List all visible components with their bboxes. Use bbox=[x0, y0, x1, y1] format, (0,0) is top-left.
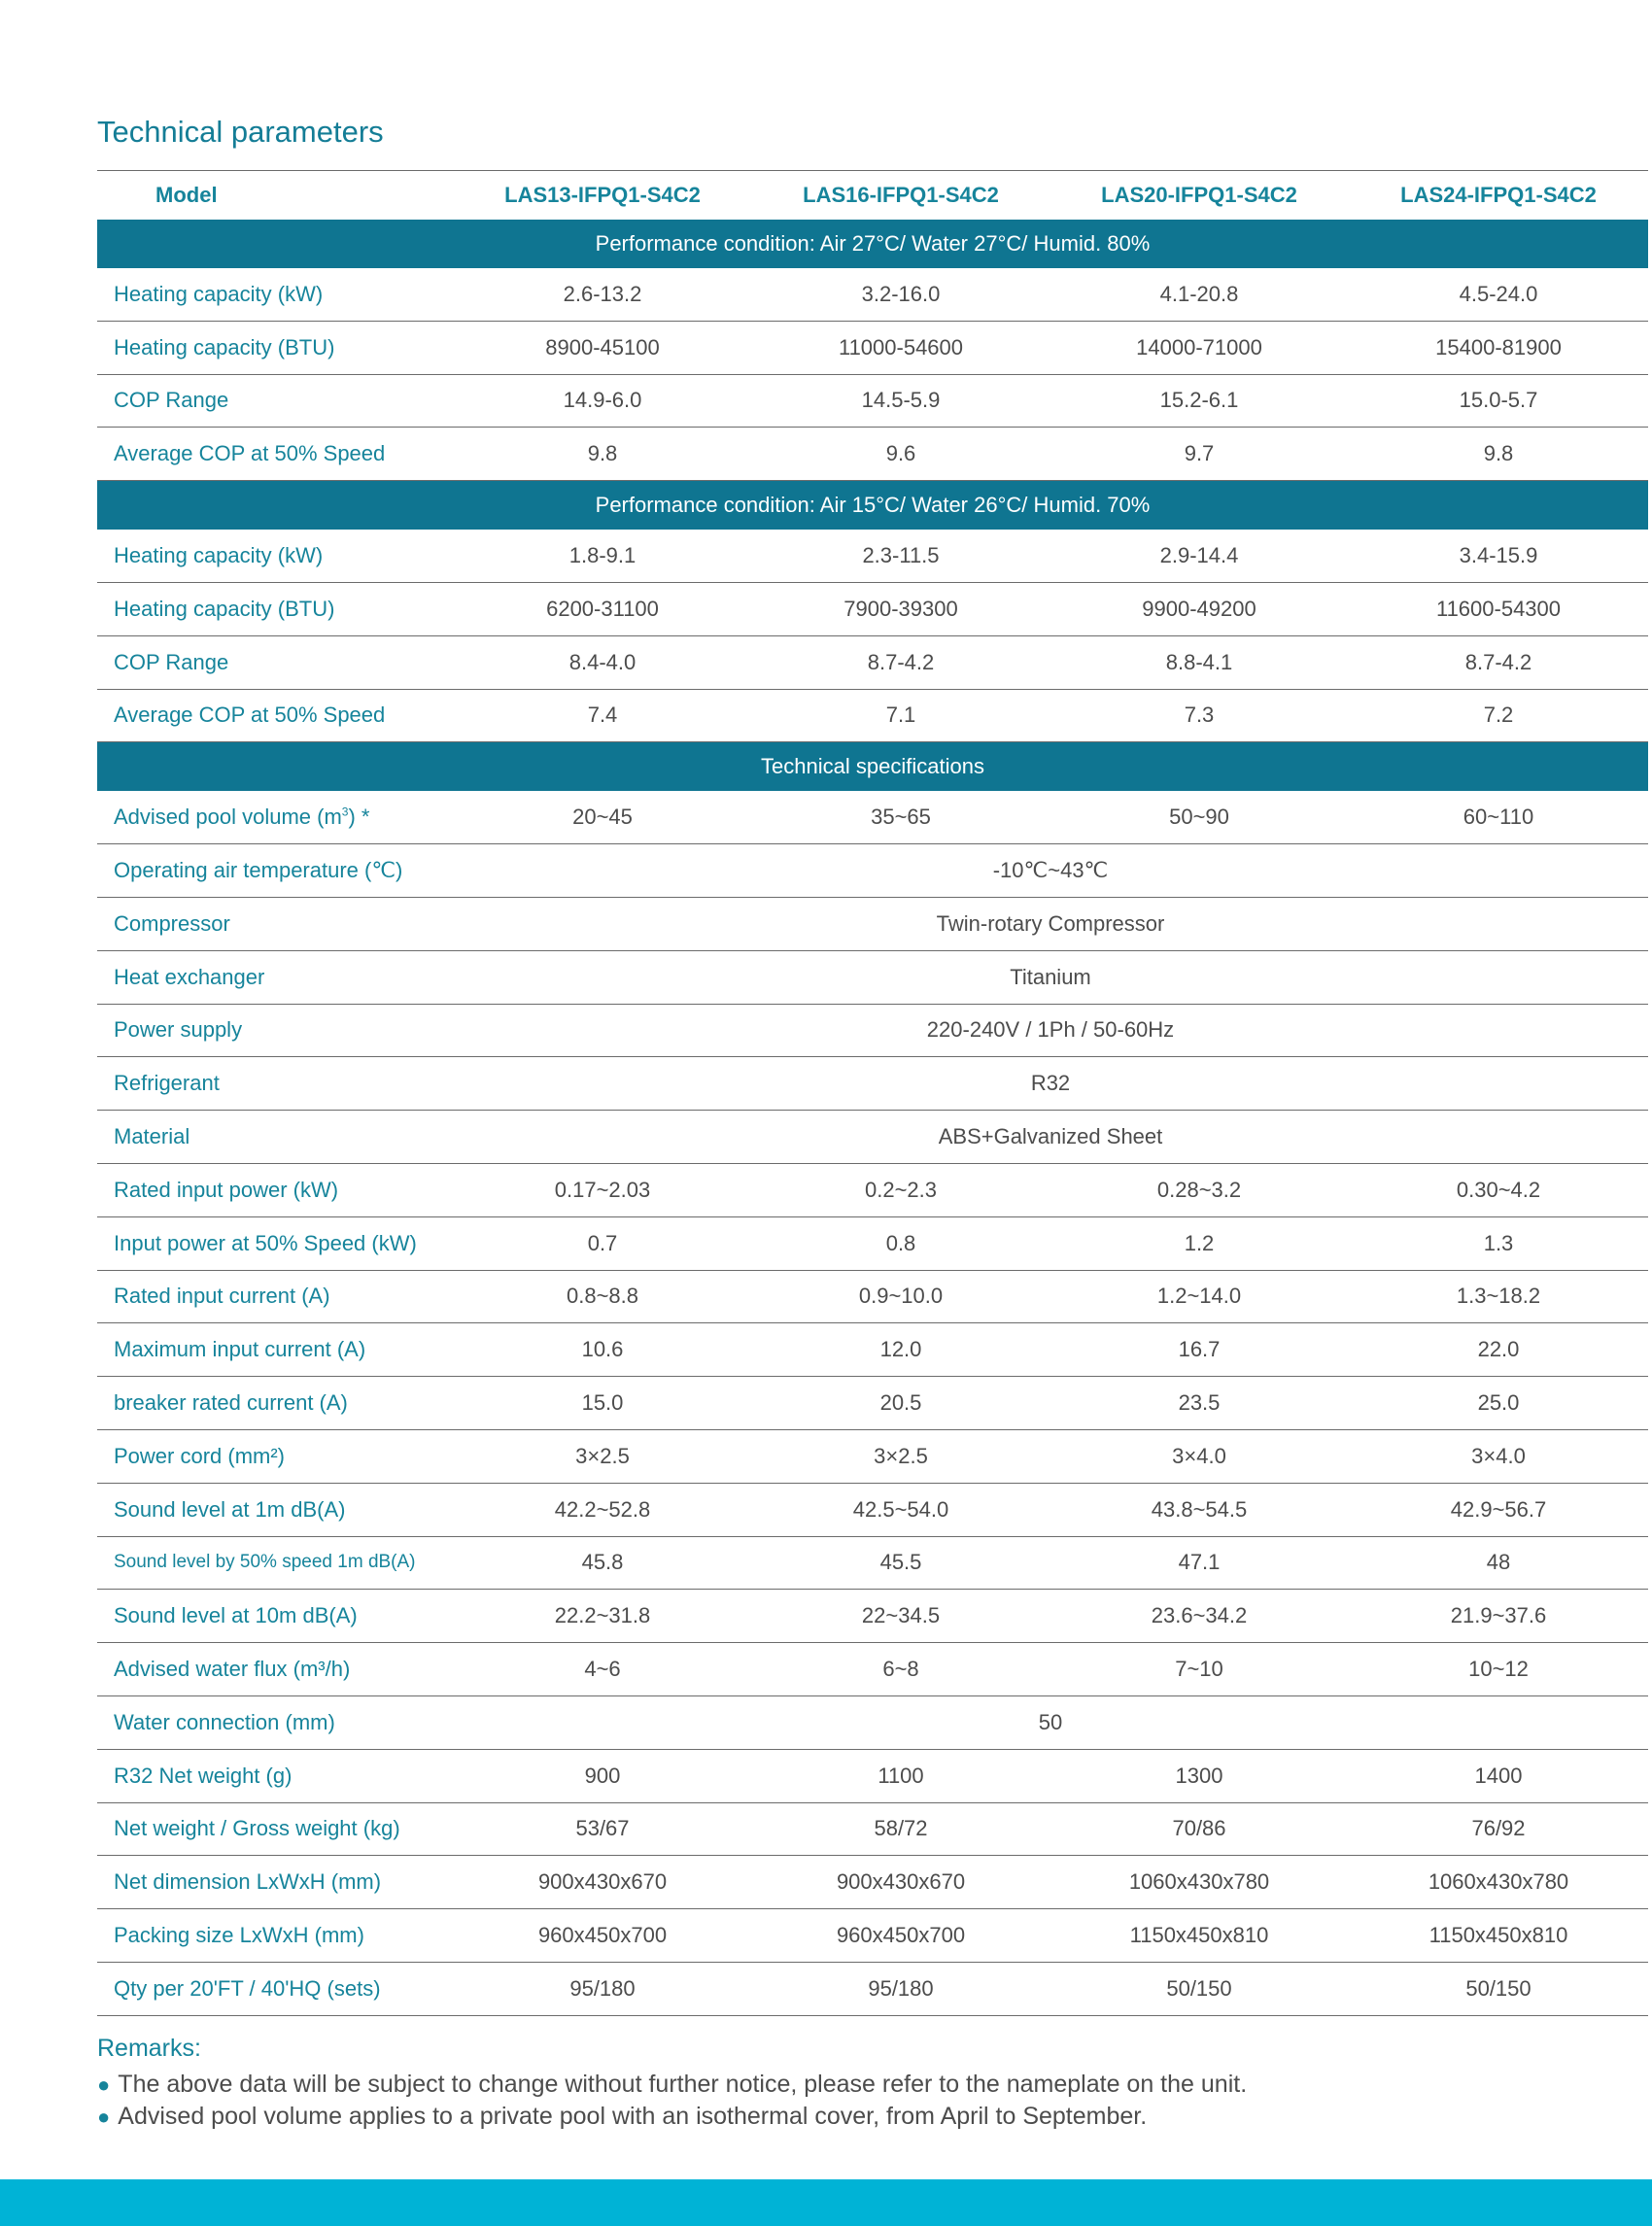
row-value-shared: ABS+Galvanized Sheet bbox=[938, 1124, 1163, 1149]
row-value-shared: 50 bbox=[1038, 1709, 1063, 1734]
row-label bbox=[97, 950, 453, 1004]
table-row bbox=[97, 1057, 1648, 1111]
row-label bbox=[97, 1643, 453, 1696]
row-value: 0.8~8.8 bbox=[566, 1284, 638, 1309]
row-value: 10~12 bbox=[1468, 1657, 1529, 1682]
model-header: Model bbox=[155, 182, 218, 207]
row-value: 42.9~56.7 bbox=[1450, 1496, 1547, 1522]
row-label bbox=[97, 1323, 453, 1377]
row-value: 14.5-5.9 bbox=[861, 388, 941, 413]
table-row bbox=[97, 791, 1648, 844]
row-value: 0.2~2.3 bbox=[864, 1177, 937, 1202]
row-value: 4.5-24.0 bbox=[1459, 281, 1538, 306]
row-value: 50/150 bbox=[1166, 1975, 1232, 2001]
row-label bbox=[97, 689, 453, 742]
row-value: 1150x450x810 bbox=[1129, 1923, 1269, 1947]
row-value: 76/92 bbox=[1471, 1816, 1526, 1841]
row-label-text: Heating capacity (BTU) bbox=[114, 334, 335, 360]
row-label bbox=[97, 1270, 453, 1323]
row-label bbox=[97, 1057, 453, 1111]
row-label-text: Material bbox=[114, 1124, 190, 1149]
row-value: 9.8 bbox=[1483, 441, 1514, 466]
remarks-title: Remarks: bbox=[97, 2035, 201, 2062]
row-label-text: COP Range bbox=[114, 649, 229, 674]
row-label bbox=[97, 844, 453, 898]
row-value: 4~6 bbox=[584, 1657, 621, 1682]
table-row bbox=[97, 1270, 1648, 1323]
row-label-text: Sound level at 10m dB(A) bbox=[114, 1603, 358, 1628]
table-row bbox=[97, 1643, 1648, 1696]
row-value: 0.17~2.03 bbox=[554, 1177, 651, 1202]
row-label-text: R32 Net weight (g) bbox=[114, 1763, 293, 1788]
row-value: 900x430x670 bbox=[537, 1869, 668, 1895]
model-name: LAS24-IFPQ1-S4C2 bbox=[1400, 182, 1597, 207]
row-label-text: Heat exchanger bbox=[114, 964, 265, 989]
row-value: 1150x450x810 bbox=[1428, 1923, 1568, 1947]
row-value: 22~34.5 bbox=[861, 1603, 941, 1628]
row-label-text: Net dimension LxWxH (mm) bbox=[114, 1869, 382, 1895]
row-label bbox=[97, 1909, 453, 1963]
row-value: 8900-45100 bbox=[545, 334, 660, 360]
row-value: 7.3 bbox=[1184, 702, 1215, 728]
row-value: 1.3 bbox=[1483, 1230, 1514, 1255]
row-value: 15.0-5.7 bbox=[1459, 388, 1538, 413]
table-row bbox=[97, 1377, 1648, 1430]
row-label bbox=[97, 1749, 453, 1802]
row-value: 3×4.0 bbox=[1471, 1443, 1526, 1468]
remarks bbox=[97, 2035, 1555, 2133]
row-value: 10.6 bbox=[581, 1337, 624, 1362]
row-value: 14000-71000 bbox=[1136, 334, 1262, 360]
row-value: 6~8 bbox=[882, 1657, 919, 1682]
row-label-text: Water connection (mm) bbox=[114, 1709, 335, 1734]
row-label-text: Average COP at 50% Speed bbox=[114, 702, 386, 728]
row-value: 23.6~34.2 bbox=[1151, 1603, 1248, 1628]
row-value: 42.5~54.0 bbox=[852, 1496, 949, 1522]
footer-bar bbox=[0, 2179, 1652, 2226]
table-row bbox=[97, 1590, 1648, 1643]
row-value-shared: 220-240V / 1Ph / 50-60Hz bbox=[926, 1017, 1175, 1043]
row-value: 2.9-14.4 bbox=[1159, 542, 1239, 567]
table-row bbox=[97, 428, 1648, 481]
row-label-text: Refrigerant bbox=[114, 1071, 220, 1096]
section-header-row bbox=[97, 742, 1648, 791]
row-value-shared: R32 bbox=[1030, 1071, 1071, 1096]
bullet-icon: ● bbox=[97, 2105, 111, 2129]
row-value: 1400 bbox=[1474, 1763, 1523, 1788]
row-value: 47.1 bbox=[1178, 1550, 1221, 1575]
row-value: 70/86 bbox=[1172, 1816, 1226, 1841]
row-value: 25.0 bbox=[1477, 1390, 1520, 1416]
row-value: 35~65 bbox=[871, 805, 931, 830]
row-value: 1100 bbox=[878, 1763, 924, 1788]
row-label-text: Input power at 50% Speed (kW) bbox=[114, 1230, 417, 1255]
row-label-text: Heating capacity (kW) bbox=[114, 281, 324, 306]
row-label-text: Compressor bbox=[114, 910, 230, 936]
row-value: 4.1-20.8 bbox=[1159, 281, 1239, 306]
row-value-shared: Twin-rotary Compressor bbox=[936, 910, 1165, 936]
row-value-shared: Titanium bbox=[1010, 964, 1091, 989]
table-row bbox=[97, 1429, 1648, 1483]
spec-table bbox=[97, 170, 1648, 2016]
row-label bbox=[97, 791, 453, 844]
row-label bbox=[97, 582, 453, 635]
row-value-shared: -10℃~43℃ bbox=[992, 858, 1109, 883]
row-value: 1060x430x780 bbox=[1428, 1869, 1569, 1895]
row-value: 7.2 bbox=[1483, 702, 1514, 728]
row-value: 1300 bbox=[1175, 1763, 1223, 1788]
row-label bbox=[97, 1004, 453, 1057]
table-row bbox=[97, 1483, 1648, 1536]
row-value: 43.8~54.5 bbox=[1151, 1496, 1248, 1522]
row-label-text: Average COP at 50% Speed bbox=[114, 441, 386, 466]
table-row bbox=[97, 1695, 1648, 1749]
row-value: 15.2-6.1 bbox=[1159, 388, 1239, 413]
table-row bbox=[97, 1962, 1648, 2015]
row-label-text: Qty per 20'FT / 40'HQ (sets) bbox=[114, 1975, 381, 2001]
table-row bbox=[97, 950, 1648, 1004]
row-label-text: Rated input current (A) bbox=[114, 1284, 330, 1309]
row-value: 3.2-16.0 bbox=[861, 281, 941, 306]
row-value: 9.6 bbox=[885, 441, 916, 466]
row-label-text: Advised pool volume (m bbox=[114, 805, 342, 830]
table-row bbox=[97, 1323, 1648, 1377]
row-value: 1.3~18.2 bbox=[1456, 1284, 1541, 1309]
row-label bbox=[97, 1377, 453, 1430]
table-row bbox=[97, 897, 1648, 950]
row-label bbox=[97, 268, 453, 322]
table-row bbox=[97, 582, 1648, 635]
row-label-text: Heating capacity (kW) bbox=[114, 542, 324, 567]
row-value: 3×4.0 bbox=[1172, 1443, 1226, 1468]
table-row bbox=[97, 1749, 1648, 1802]
table-row bbox=[97, 1802, 1648, 1856]
row-label bbox=[97, 1216, 453, 1270]
row-value: 1060x430x780 bbox=[1128, 1869, 1270, 1895]
row-value: 8.8-4.1 bbox=[1165, 649, 1233, 674]
row-label bbox=[97, 1962, 453, 2015]
row-value: 21.9~37.6 bbox=[1450, 1603, 1547, 1628]
row-value: 9900-49200 bbox=[1142, 596, 1256, 621]
row-value: 11600-54300 bbox=[1435, 596, 1562, 621]
row-label-text: Net weight / Gross weight (kg) bbox=[114, 1816, 400, 1841]
row-value: 3×2.5 bbox=[874, 1443, 928, 1468]
row-label-text: Sound level at 1m dB(A) bbox=[114, 1496, 346, 1522]
model-name: LAS16-IFPQ1-S4C2 bbox=[803, 182, 999, 207]
row-value: 0.8 bbox=[885, 1230, 916, 1255]
row-value: 58/72 bbox=[874, 1816, 928, 1841]
row-label bbox=[97, 1802, 453, 1856]
bullet-icon: ● bbox=[97, 2072, 111, 2097]
row-label bbox=[97, 1536, 453, 1590]
row-value: 15.0 bbox=[581, 1390, 624, 1416]
section-title: Performance condition: Air 15°C/ Water 26°C/ Humid. 70% bbox=[595, 492, 1151, 517]
row-label bbox=[97, 428, 453, 481]
row-label-text: Advised water flux (m³/h) bbox=[114, 1657, 351, 1682]
row-value: 8.7-4.2 bbox=[867, 649, 935, 674]
table-row bbox=[97, 1216, 1648, 1270]
table-row bbox=[97, 1536, 1648, 1590]
row-value: 960x450x700 bbox=[537, 1923, 668, 1947]
row-value: 7900-39300 bbox=[843, 596, 958, 621]
row-label-text: Power supply bbox=[114, 1017, 243, 1043]
table-header-row bbox=[97, 171, 1648, 220]
row-label bbox=[97, 897, 453, 950]
row-value: 48 bbox=[1486, 1550, 1511, 1575]
row-value: 0.28~3.2 bbox=[1156, 1177, 1242, 1202]
row-value: 1.2~14.0 bbox=[1156, 1284, 1242, 1309]
row-value: 7.4 bbox=[587, 702, 618, 728]
row-value: 42.2~52.8 bbox=[554, 1496, 651, 1522]
row-label bbox=[97, 635, 453, 689]
row-value: 23.5 bbox=[1178, 1390, 1221, 1416]
remark-text: Advised pool volume applies to a private pool with an isothermal cover, from April to September. bbox=[118, 2103, 1148, 2130]
row-label-text: Maximum input current (A) bbox=[114, 1337, 366, 1362]
row-label bbox=[97, 1483, 453, 1536]
row-value: 8.7-4.2 bbox=[1464, 649, 1532, 674]
row-value: 15400-81900 bbox=[1435, 334, 1562, 360]
row-label-text: Heating capacity (BTU) bbox=[114, 596, 335, 621]
row-value: 1.8-9.1 bbox=[568, 542, 637, 567]
row-value: 11000-54600 bbox=[838, 334, 964, 360]
row-value: 1.2 bbox=[1184, 1230, 1215, 1255]
section-title: Performance condition: Air 27°C/ Water 27°C/ Humid. 80% bbox=[595, 230, 1151, 256]
row-label-text: Operating air temperature (℃) bbox=[114, 858, 403, 883]
row-value: 95/180 bbox=[569, 1975, 636, 2001]
row-value: 95/180 bbox=[868, 1975, 934, 2001]
row-label-suffix: ) * bbox=[348, 805, 370, 830]
row-value: 53/67 bbox=[575, 1816, 630, 1841]
row-value: 2.6-13.2 bbox=[563, 281, 642, 306]
row-value: 60~110 bbox=[1463, 805, 1534, 830]
row-label-text: Power cord (mm²) bbox=[114, 1443, 286, 1468]
row-value: 8.4-4.0 bbox=[568, 649, 637, 674]
row-value: 900 bbox=[584, 1763, 621, 1788]
remark-item bbox=[97, 2069, 1555, 2101]
row-value: 20~45 bbox=[572, 805, 633, 830]
row-label-text: Packing size LxWxH (mm) bbox=[114, 1923, 364, 1947]
model-name: LAS20-IFPQ1-S4C2 bbox=[1101, 182, 1297, 207]
table-row bbox=[97, 374, 1648, 428]
table-row bbox=[97, 1004, 1648, 1057]
row-value: 960x450x700 bbox=[836, 1923, 966, 1947]
table-row bbox=[97, 1909, 1648, 1963]
section-title: Technical specifications bbox=[761, 754, 984, 779]
row-value: 3×2.5 bbox=[575, 1443, 630, 1468]
row-label-text: COP Range bbox=[114, 388, 229, 413]
row-value: 0.7 bbox=[587, 1230, 618, 1255]
remark-text: The above data will be subject to change without further notice, please refer to the nameplate on the unit. bbox=[118, 2071, 1248, 2098]
row-label bbox=[97, 1695, 453, 1749]
row-value: 7.1 bbox=[885, 702, 916, 728]
row-label-superscript: 3 bbox=[341, 805, 349, 819]
row-value: 9.8 bbox=[587, 441, 618, 466]
table-row bbox=[97, 844, 1648, 898]
section-header-row bbox=[97, 481, 1648, 530]
row-value: 12.0 bbox=[879, 1337, 922, 1362]
row-label-text: Rated input power (kW) bbox=[114, 1177, 339, 1202]
row-label bbox=[97, 530, 453, 583]
table-row bbox=[97, 1856, 1648, 1909]
row-value: 50/150 bbox=[1465, 1975, 1532, 2001]
row-value: 0.30~4.2 bbox=[1456, 1177, 1541, 1202]
row-value: 45.5 bbox=[879, 1550, 922, 1575]
table-row bbox=[97, 1111, 1648, 1164]
remark-item bbox=[97, 2101, 1555, 2133]
row-label bbox=[97, 1856, 453, 1909]
row-label bbox=[97, 1590, 453, 1643]
row-value: 900x430x670 bbox=[836, 1869, 966, 1895]
table-row bbox=[97, 268, 1648, 322]
table-row bbox=[97, 689, 1648, 742]
table-row bbox=[97, 530, 1648, 583]
section-header-row bbox=[97, 220, 1648, 268]
row-value: 20.5 bbox=[879, 1390, 922, 1416]
table-row bbox=[97, 1163, 1648, 1216]
table-row bbox=[97, 321, 1648, 374]
model-name: LAS13-IFPQ1-S4C2 bbox=[504, 182, 701, 207]
row-value: 6200-31100 bbox=[546, 596, 659, 621]
row-label bbox=[97, 1163, 453, 1216]
row-value: 2.3-11.5 bbox=[862, 542, 940, 567]
row-label bbox=[97, 374, 453, 428]
spec-table-body bbox=[97, 220, 1648, 2016]
row-label-text: breaker rated current (A) bbox=[114, 1390, 348, 1416]
row-label bbox=[97, 321, 453, 374]
row-value: 3.4-15.9 bbox=[1459, 542, 1538, 567]
row-value: 22.0 bbox=[1477, 1337, 1520, 1362]
row-value: 45.8 bbox=[581, 1550, 624, 1575]
row-label bbox=[97, 1111, 453, 1164]
row-value: 9.7 bbox=[1184, 441, 1215, 466]
table-row bbox=[97, 635, 1648, 689]
row-label-text: Sound level by 50% speed 1m dB(A) bbox=[114, 1552, 416, 1573]
row-value: 0.9~10.0 bbox=[858, 1284, 944, 1309]
row-value: 14.9-6.0 bbox=[563, 388, 642, 413]
page-title: Technical parameters bbox=[97, 115, 384, 149]
row-label bbox=[97, 1429, 453, 1483]
row-value: 7~10 bbox=[1175, 1657, 1223, 1682]
row-value: 22.2~31.8 bbox=[554, 1603, 651, 1628]
row-value: 50~90 bbox=[1169, 805, 1229, 830]
row-value: 16.7 bbox=[1178, 1337, 1221, 1362]
